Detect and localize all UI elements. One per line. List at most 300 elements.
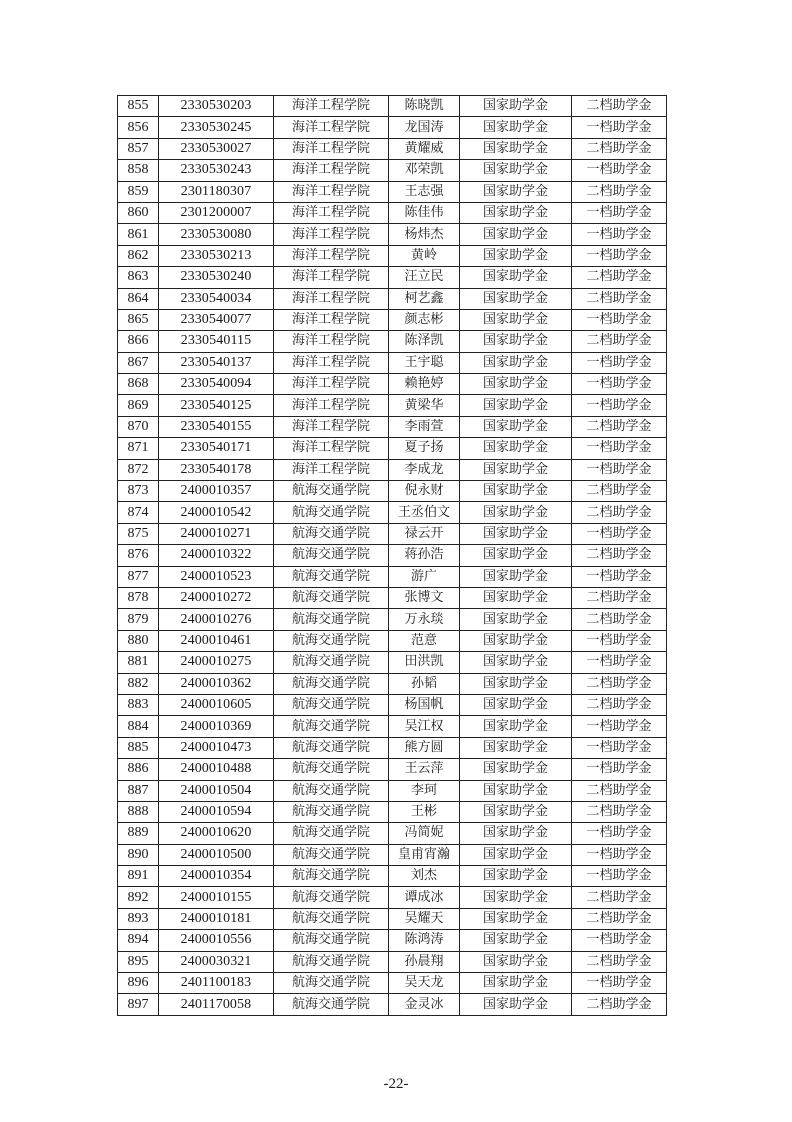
award-type-cell: 国家助学金 bbox=[460, 609, 572, 630]
row-number-cell: 870 bbox=[118, 416, 159, 437]
college-cell: 航海交通学院 bbox=[274, 994, 389, 1015]
aid-level-cell: 二档助学金 bbox=[572, 673, 667, 694]
table-row bbox=[118, 630, 667, 651]
table-row bbox=[118, 973, 667, 994]
aid-level-cell: 二档助学金 bbox=[572, 609, 667, 630]
table-row bbox=[118, 181, 667, 202]
award-type-cell: 国家助学金 bbox=[460, 288, 572, 309]
student-id-cell: 2400010362 bbox=[159, 673, 274, 694]
row-number-cell: 874 bbox=[118, 502, 159, 523]
college-cell: 航海交通学院 bbox=[274, 951, 389, 972]
college-cell: 海洋工程学院 bbox=[274, 160, 389, 181]
student-id-cell: 2400010542 bbox=[159, 502, 274, 523]
student-name-cell: 金灵冰 bbox=[389, 994, 460, 1015]
award-type-cell: 国家助学金 bbox=[460, 267, 572, 288]
student-id-cell: 2400010272 bbox=[159, 587, 274, 608]
row-number-cell: 865 bbox=[118, 309, 159, 330]
table-row bbox=[118, 887, 667, 908]
row-number-cell: 879 bbox=[118, 609, 159, 630]
student-name-cell: 冯简妮 bbox=[389, 823, 460, 844]
aid-level-cell: 一档助学金 bbox=[572, 523, 667, 544]
award-type-cell: 国家助学金 bbox=[460, 352, 572, 373]
row-number-cell: 878 bbox=[118, 587, 159, 608]
college-cell: 航海交通学院 bbox=[274, 694, 389, 715]
student-aid-table bbox=[117, 95, 667, 1016]
student-name-cell: 王宇聪 bbox=[389, 352, 460, 373]
table-row bbox=[118, 652, 667, 673]
college-cell: 海洋工程学院 bbox=[274, 245, 389, 266]
college-cell: 航海交通学院 bbox=[274, 908, 389, 929]
student-id-cell: 2330530245 bbox=[159, 117, 274, 138]
table-row bbox=[118, 801, 667, 822]
table-row bbox=[118, 716, 667, 737]
student-name-cell: 吴天龙 bbox=[389, 973, 460, 994]
college-cell: 航海交通学院 bbox=[274, 481, 389, 502]
row-number-cell: 897 bbox=[118, 994, 159, 1015]
award-type-cell: 国家助学金 bbox=[460, 780, 572, 801]
student-name-cell: 李雨萱 bbox=[389, 416, 460, 437]
student-id-cell: 2400010322 bbox=[159, 545, 274, 566]
award-type-cell: 国家助学金 bbox=[460, 459, 572, 480]
student-name-cell: 蒋孙浩 bbox=[389, 545, 460, 566]
aid-level-cell: 一档助学金 bbox=[572, 652, 667, 673]
student-id-cell: 2330540115 bbox=[159, 331, 274, 352]
college-cell: 海洋工程学院 bbox=[274, 288, 389, 309]
aid-level-cell: 二档助学金 bbox=[572, 587, 667, 608]
award-type-cell: 国家助学金 bbox=[460, 759, 572, 780]
aid-level-cell: 二档助学金 bbox=[572, 780, 667, 801]
student-name-cell: 孙晨翔 bbox=[389, 951, 460, 972]
table-row bbox=[118, 759, 667, 780]
row-number-cell: 857 bbox=[118, 138, 159, 159]
college-cell: 航海交通学院 bbox=[274, 801, 389, 822]
table-row bbox=[118, 951, 667, 972]
table-row bbox=[118, 267, 667, 288]
student-name-cell: 陈鸿涛 bbox=[389, 930, 460, 951]
table-row bbox=[118, 481, 667, 502]
row-number-cell: 855 bbox=[118, 96, 159, 117]
aid-level-cell: 一档助学金 bbox=[572, 737, 667, 758]
student-name-cell: 夏子扬 bbox=[389, 438, 460, 459]
college-cell: 海洋工程学院 bbox=[274, 138, 389, 159]
aid-level-cell: 二档助学金 bbox=[572, 545, 667, 566]
student-name-cell: 李成龙 bbox=[389, 459, 460, 480]
student-id-cell: 2400010155 bbox=[159, 887, 274, 908]
student-id-cell: 2400010275 bbox=[159, 652, 274, 673]
award-type-cell: 国家助学金 bbox=[460, 908, 572, 929]
table-row bbox=[118, 288, 667, 309]
college-cell: 海洋工程学院 bbox=[274, 267, 389, 288]
college-cell: 海洋工程学院 bbox=[274, 352, 389, 373]
student-name-cell: 田洪凯 bbox=[389, 652, 460, 673]
row-number-cell: 858 bbox=[118, 160, 159, 181]
college-cell: 航海交通学院 bbox=[274, 523, 389, 544]
aid-level-cell: 二档助学金 bbox=[572, 951, 667, 972]
student-id-cell: 2301180307 bbox=[159, 181, 274, 202]
student-id-cell: 2400010461 bbox=[159, 630, 274, 651]
row-number-cell: 890 bbox=[118, 844, 159, 865]
student-name-cell: 万永琰 bbox=[389, 609, 460, 630]
row-number-cell: 861 bbox=[118, 224, 159, 245]
award-type-cell: 国家助学金 bbox=[460, 202, 572, 223]
award-type-cell: 国家助学金 bbox=[460, 716, 572, 737]
table-row bbox=[118, 523, 667, 544]
row-number-cell: 884 bbox=[118, 716, 159, 737]
student-name-cell: 刘杰 bbox=[389, 866, 460, 887]
college-cell: 航海交通学院 bbox=[274, 737, 389, 758]
college-cell: 海洋工程学院 bbox=[274, 416, 389, 437]
award-type-cell: 国家助学金 bbox=[460, 844, 572, 865]
college-cell: 海洋工程学院 bbox=[274, 459, 389, 480]
student-name-cell: 王云萍 bbox=[389, 759, 460, 780]
student-id-cell: 2401170058 bbox=[159, 994, 274, 1015]
award-type-cell: 国家助学金 bbox=[460, 673, 572, 694]
aid-level-cell: 二档助学金 bbox=[572, 416, 667, 437]
table-row bbox=[118, 224, 667, 245]
aid-level-cell: 一档助学金 bbox=[572, 438, 667, 459]
student-name-cell: 黄岭 bbox=[389, 245, 460, 266]
award-type-cell: 国家助学金 bbox=[460, 96, 572, 117]
aid-level-cell: 二档助学金 bbox=[572, 481, 667, 502]
student-id-cell: 2330540137 bbox=[159, 352, 274, 373]
row-number-cell: 866 bbox=[118, 331, 159, 352]
award-type-cell: 国家助学金 bbox=[460, 309, 572, 330]
award-type-cell: 国家助学金 bbox=[460, 694, 572, 715]
student-id-cell: 2330540125 bbox=[159, 395, 274, 416]
aid-level-cell: 一档助学金 bbox=[572, 224, 667, 245]
student-id-cell: 2400010605 bbox=[159, 694, 274, 715]
college-cell: 航海交通学院 bbox=[274, 866, 389, 887]
award-type-cell: 国家助学金 bbox=[460, 566, 572, 587]
table-row bbox=[118, 844, 667, 865]
table-row bbox=[118, 352, 667, 373]
table-row bbox=[118, 694, 667, 715]
aid-level-cell: 二档助学金 bbox=[572, 887, 667, 908]
row-number-cell: 873 bbox=[118, 481, 159, 502]
student-name-cell: 赖艳婷 bbox=[389, 374, 460, 395]
college-cell: 航海交通学院 bbox=[274, 652, 389, 673]
college-cell: 海洋工程学院 bbox=[274, 309, 389, 330]
student-id-cell: 2400010354 bbox=[159, 866, 274, 887]
row-number-cell: 891 bbox=[118, 866, 159, 887]
student-id-cell: 2400010473 bbox=[159, 737, 274, 758]
student-name-cell: 熊方圆 bbox=[389, 737, 460, 758]
award-type-cell: 国家助学金 bbox=[460, 395, 572, 416]
student-name-cell: 柯艺鑫 bbox=[389, 288, 460, 309]
table-row bbox=[118, 994, 667, 1015]
aid-level-cell: 二档助学金 bbox=[572, 138, 667, 159]
student-name-cell: 陈晓凯 bbox=[389, 96, 460, 117]
aid-level-cell: 一档助学金 bbox=[572, 160, 667, 181]
student-name-cell: 吴耀天 bbox=[389, 908, 460, 929]
aid-level-cell: 二档助学金 bbox=[572, 502, 667, 523]
student-name-cell: 张博文 bbox=[389, 587, 460, 608]
award-type-cell: 国家助学金 bbox=[460, 523, 572, 544]
college-cell: 海洋工程学院 bbox=[274, 202, 389, 223]
row-number-cell: 889 bbox=[118, 823, 159, 844]
college-cell: 航海交通学院 bbox=[274, 630, 389, 651]
college-cell: 航海交通学院 bbox=[274, 673, 389, 694]
student-id-cell: 2330530243 bbox=[159, 160, 274, 181]
award-type-cell: 国家助学金 bbox=[460, 866, 572, 887]
aid-level-cell: 一档助学金 bbox=[572, 352, 667, 373]
row-number-cell: 885 bbox=[118, 737, 159, 758]
student-id-cell: 2330540155 bbox=[159, 416, 274, 437]
student-name-cell: 汪立民 bbox=[389, 267, 460, 288]
table-row bbox=[118, 737, 667, 758]
aid-level-cell: 一档助学金 bbox=[572, 374, 667, 395]
row-number-cell: 872 bbox=[118, 459, 159, 480]
row-number-cell: 881 bbox=[118, 652, 159, 673]
college-cell: 海洋工程学院 bbox=[274, 374, 389, 395]
student-name-cell: 杨炜杰 bbox=[389, 224, 460, 245]
award-type-cell: 国家助学金 bbox=[460, 652, 572, 673]
award-type-cell: 国家助学金 bbox=[460, 224, 572, 245]
student-id-cell: 2400010620 bbox=[159, 823, 274, 844]
aid-level-cell: 一档助学金 bbox=[572, 630, 667, 651]
row-number-cell: 868 bbox=[118, 374, 159, 395]
aid-level-cell: 二档助学金 bbox=[572, 181, 667, 202]
aid-level-cell: 二档助学金 bbox=[572, 801, 667, 822]
row-number-cell: 893 bbox=[118, 908, 159, 929]
award-type-cell: 国家助学金 bbox=[460, 331, 572, 352]
student-id-cell: 2330540094 bbox=[159, 374, 274, 395]
student-id-cell: 2400010594 bbox=[159, 801, 274, 822]
row-number-cell: 859 bbox=[118, 181, 159, 202]
row-number-cell: 856 bbox=[118, 117, 159, 138]
row-number-cell: 863 bbox=[118, 267, 159, 288]
award-type-cell: 国家助学金 bbox=[460, 138, 572, 159]
college-cell: 航海交通学院 bbox=[274, 545, 389, 566]
award-type-cell: 国家助学金 bbox=[460, 973, 572, 994]
row-number-cell: 875 bbox=[118, 523, 159, 544]
award-type-cell: 国家助学金 bbox=[460, 160, 572, 181]
award-type-cell: 国家助学金 bbox=[460, 587, 572, 608]
aid-level-cell: 一档助学金 bbox=[572, 566, 667, 587]
award-type-cell: 国家助学金 bbox=[460, 181, 572, 202]
student-name-cell: 王丞伯文 bbox=[389, 502, 460, 523]
student-id-cell: 2400010500 bbox=[159, 844, 274, 865]
table-row bbox=[118, 908, 667, 929]
table-row bbox=[118, 930, 667, 951]
row-number-cell: 887 bbox=[118, 780, 159, 801]
student-name-cell: 倪永财 bbox=[389, 481, 460, 502]
row-number-cell: 888 bbox=[118, 801, 159, 822]
table-row bbox=[118, 866, 667, 887]
award-type-cell: 国家助学金 bbox=[460, 951, 572, 972]
table-row bbox=[118, 96, 667, 117]
student-id-cell: 2400010504 bbox=[159, 780, 274, 801]
aid-level-cell: 二档助学金 bbox=[572, 694, 667, 715]
aid-level-cell: 二档助学金 bbox=[572, 267, 667, 288]
table-row bbox=[118, 545, 667, 566]
award-type-cell: 国家助学金 bbox=[460, 416, 572, 437]
college-cell: 航海交通学院 bbox=[274, 887, 389, 908]
student-id-cell: 2330540171 bbox=[159, 438, 274, 459]
student-id-cell: 2301200007 bbox=[159, 202, 274, 223]
table-row bbox=[118, 673, 667, 694]
table-row bbox=[118, 780, 667, 801]
student-name-cell: 杨国帆 bbox=[389, 694, 460, 715]
table-row bbox=[118, 587, 667, 608]
student-name-cell: 龙国涛 bbox=[389, 117, 460, 138]
college-cell: 航海交通学院 bbox=[274, 566, 389, 587]
student-name-cell: 谭成冰 bbox=[389, 887, 460, 908]
college-cell: 海洋工程学院 bbox=[274, 224, 389, 245]
table-row bbox=[118, 823, 667, 844]
row-number-cell: 869 bbox=[118, 395, 159, 416]
table-row bbox=[118, 459, 667, 480]
college-cell: 海洋工程学院 bbox=[274, 395, 389, 416]
aid-level-cell: 一档助学金 bbox=[572, 930, 667, 951]
table-row bbox=[118, 309, 667, 330]
student-name-cell: 颜志彬 bbox=[389, 309, 460, 330]
college-cell: 海洋工程学院 bbox=[274, 438, 389, 459]
aid-level-cell: 二档助学金 bbox=[572, 288, 667, 309]
student-id-cell: 2330540077 bbox=[159, 309, 274, 330]
award-type-cell: 国家助学金 bbox=[460, 823, 572, 844]
student-name-cell: 陈泽凯 bbox=[389, 331, 460, 352]
table-body bbox=[118, 96, 667, 1016]
row-number-cell: 892 bbox=[118, 887, 159, 908]
student-name-cell: 黄梁华 bbox=[389, 395, 460, 416]
row-number-cell: 896 bbox=[118, 973, 159, 994]
row-number-cell: 894 bbox=[118, 930, 159, 951]
row-number-cell: 877 bbox=[118, 566, 159, 587]
row-number-cell: 867 bbox=[118, 352, 159, 373]
row-number-cell: 864 bbox=[118, 288, 159, 309]
student-name-cell: 李珂 bbox=[389, 780, 460, 801]
student-name-cell: 吴江权 bbox=[389, 716, 460, 737]
college-cell: 航海交通学院 bbox=[274, 502, 389, 523]
aid-level-cell: 二档助学金 bbox=[572, 908, 667, 929]
college-cell: 航海交通学院 bbox=[274, 973, 389, 994]
award-type-cell: 国家助学金 bbox=[460, 374, 572, 395]
award-type-cell: 国家助学金 bbox=[460, 117, 572, 138]
college-cell: 航海交通学院 bbox=[274, 780, 389, 801]
student-id-cell: 2400010369 bbox=[159, 716, 274, 737]
row-number-cell: 871 bbox=[118, 438, 159, 459]
aid-level-cell: 一档助学金 bbox=[572, 759, 667, 780]
aid-level-cell: 一档助学金 bbox=[572, 716, 667, 737]
aid-level-cell: 一档助学金 bbox=[572, 395, 667, 416]
row-number-cell: 862 bbox=[118, 245, 159, 266]
aid-level-cell: 一档助学金 bbox=[572, 823, 667, 844]
college-cell: 航海交通学院 bbox=[274, 759, 389, 780]
row-number-cell: 883 bbox=[118, 694, 159, 715]
student-id-cell: 2400010488 bbox=[159, 759, 274, 780]
college-cell: 航海交通学院 bbox=[274, 587, 389, 608]
student-name-cell: 王志强 bbox=[389, 181, 460, 202]
aid-level-cell: 一档助学金 bbox=[572, 309, 667, 330]
row-number-cell: 860 bbox=[118, 202, 159, 223]
award-type-cell: 国家助学金 bbox=[460, 630, 572, 651]
college-cell: 航海交通学院 bbox=[274, 716, 389, 737]
student-name-cell: 黄耀威 bbox=[389, 138, 460, 159]
student-name-cell: 邓荣凯 bbox=[389, 160, 460, 181]
aid-level-cell: 一档助学金 bbox=[572, 866, 667, 887]
student-id-cell: 2330540034 bbox=[159, 288, 274, 309]
page-number: -22- bbox=[383, 1076, 409, 1092]
college-cell: 海洋工程学院 bbox=[274, 331, 389, 352]
aid-level-cell: 一档助学金 bbox=[572, 844, 667, 865]
row-number-cell: 880 bbox=[118, 630, 159, 651]
award-type-cell: 国家助学金 bbox=[460, 887, 572, 908]
award-type-cell: 国家助学金 bbox=[460, 438, 572, 459]
table-row bbox=[118, 438, 667, 459]
student-id-cell: 2330530203 bbox=[159, 96, 274, 117]
student-id-cell: 2400010271 bbox=[159, 523, 274, 544]
table-row bbox=[118, 117, 667, 138]
student-id-cell: 2330530080 bbox=[159, 224, 274, 245]
table-row bbox=[118, 609, 667, 630]
table-row bbox=[118, 138, 667, 159]
student-id-cell: 2400010181 bbox=[159, 908, 274, 929]
aid-level-cell: 一档助学金 bbox=[572, 973, 667, 994]
aid-level-cell: 二档助学金 bbox=[572, 96, 667, 117]
award-type-cell: 国家助学金 bbox=[460, 930, 572, 951]
student-name-cell: 范意 bbox=[389, 630, 460, 651]
row-number-cell: 886 bbox=[118, 759, 159, 780]
award-type-cell: 国家助学金 bbox=[460, 481, 572, 502]
aid-level-cell: 一档助学金 bbox=[572, 459, 667, 480]
college-cell: 海洋工程学院 bbox=[274, 181, 389, 202]
award-type-cell: 国家助学金 bbox=[460, 545, 572, 566]
aid-level-cell: 一档助学金 bbox=[572, 202, 667, 223]
student-name-cell: 皇甫宵瀚 bbox=[389, 844, 460, 865]
college-cell: 航海交通学院 bbox=[274, 844, 389, 865]
college-cell: 海洋工程学院 bbox=[274, 117, 389, 138]
award-type-cell: 国家助学金 bbox=[460, 801, 572, 822]
row-number-cell: 882 bbox=[118, 673, 159, 694]
table-row bbox=[118, 502, 667, 523]
table-row bbox=[118, 331, 667, 352]
table-row bbox=[118, 245, 667, 266]
student-name-cell: 禄云开 bbox=[389, 523, 460, 544]
award-type-cell: 国家助学金 bbox=[460, 245, 572, 266]
college-cell: 航海交通学院 bbox=[274, 609, 389, 630]
student-name-cell: 王彬 bbox=[389, 801, 460, 822]
table-row bbox=[118, 374, 667, 395]
aid-level-cell: 一档助学金 bbox=[572, 245, 667, 266]
row-number-cell: 876 bbox=[118, 545, 159, 566]
award-type-cell: 国家助学金 bbox=[460, 502, 572, 523]
table-row bbox=[118, 160, 667, 181]
student-name-cell: 陈佳伟 bbox=[389, 202, 460, 223]
student-id-cell: 2400010523 bbox=[159, 566, 274, 587]
student-id-cell: 2400010276 bbox=[159, 609, 274, 630]
student-name-cell: 孙韬 bbox=[389, 673, 460, 694]
table-row bbox=[118, 566, 667, 587]
college-cell: 航海交通学院 bbox=[274, 930, 389, 951]
aid-level-cell: 一档助学金 bbox=[572, 117, 667, 138]
award-type-cell: 国家助学金 bbox=[460, 737, 572, 758]
student-id-cell: 2400030321 bbox=[159, 951, 274, 972]
award-type-cell: 国家助学金 bbox=[460, 994, 572, 1015]
college-cell: 海洋工程学院 bbox=[274, 96, 389, 117]
table-row bbox=[118, 395, 667, 416]
row-number-cell: 895 bbox=[118, 951, 159, 972]
student-id-cell: 2330530240 bbox=[159, 267, 274, 288]
table-row bbox=[118, 202, 667, 223]
college-cell: 航海交通学院 bbox=[274, 823, 389, 844]
student-id-cell: 2330540178 bbox=[159, 459, 274, 480]
aid-level-cell: 二档助学金 bbox=[572, 331, 667, 352]
aid-level-cell: 二档助学金 bbox=[572, 994, 667, 1015]
student-id-cell: 2400010556 bbox=[159, 930, 274, 951]
student-id-cell: 2330530027 bbox=[159, 138, 274, 159]
student-id-cell: 2330530213 bbox=[159, 245, 274, 266]
